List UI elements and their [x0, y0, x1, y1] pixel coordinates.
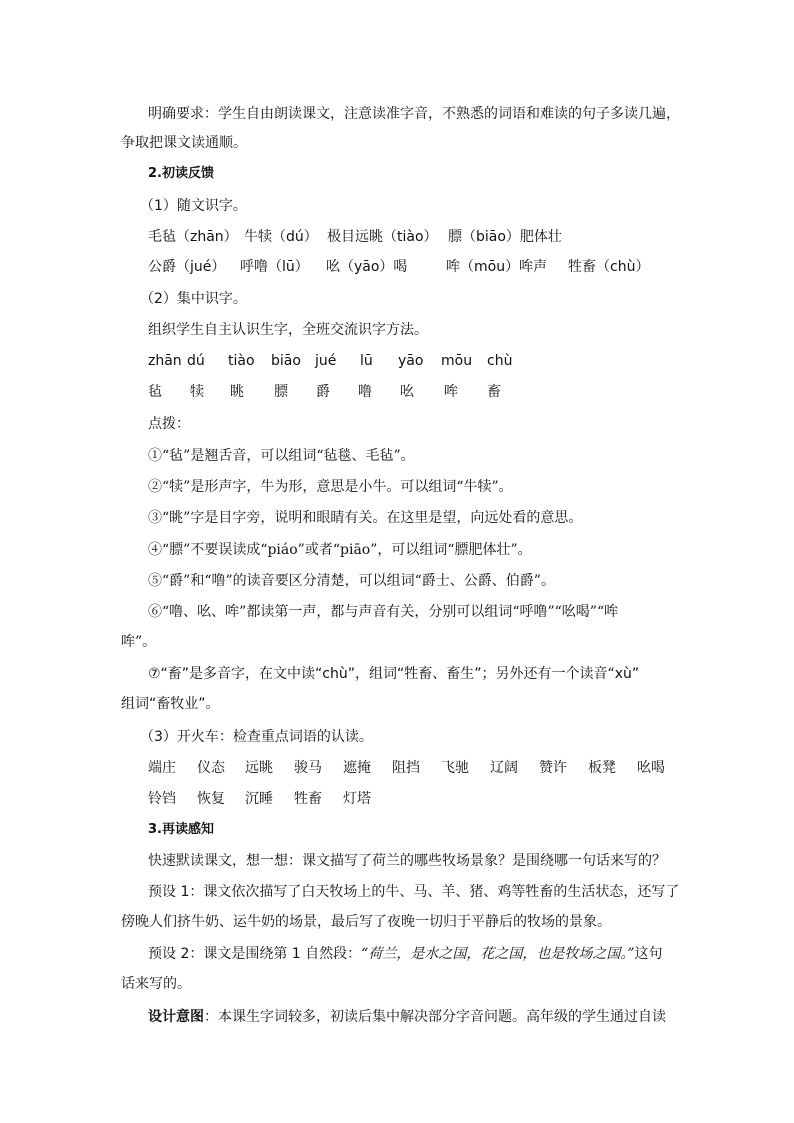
- word-item: 辽阔: [490, 760, 518, 776]
- method-line: 组织学生自主认识生字，全班交流识字方法。: [148, 322, 428, 338]
- pinyin-item: dú: [187, 353, 205, 369]
- word-item: 遮掩: [343, 760, 371, 776]
- pinyin-item: yāo: [398, 353, 424, 369]
- note-5: ⑤“爵”和“噜”的读音要区分清楚，可以组词“爵士、公爵、伯爵”。: [148, 573, 555, 589]
- answer-2-line-2: 话来写的。: [121, 976, 191, 992]
- design-intent-line: [148, 1007, 666, 1027]
- character-item: 畜: [487, 384, 501, 400]
- vocab-item: 极目远眺（tiào）: [327, 229, 438, 245]
- note-6-line-2: 哞”。: [121, 634, 157, 650]
- word-item: 铃铛: [148, 791, 176, 807]
- pinyin-item: tiào: [228, 353, 255, 369]
- sub-heading-1: （1）随文识字。: [140, 198, 247, 214]
- character-item: 眺: [230, 384, 244, 400]
- sub-heading-3: （3）开火车：检查重点词语的认读。: [140, 729, 373, 745]
- note-2: ②“犊”是形声字，牛为形，意思是小牛。可以组词“牛犊”。: [148, 479, 513, 495]
- answer-2-quote: “荷兰，是水之国，花之国，也是牧场之国。”: [361, 946, 635, 962]
- character-item: 爵: [316, 384, 330, 400]
- vocab-item: 吆（yāo）喝: [326, 259, 408, 275]
- character-item: 噜: [358, 384, 372, 400]
- pinyin-item: chù: [487, 353, 513, 369]
- character-item: 吆: [400, 384, 414, 400]
- note-1: ①“毡”是翘舌音，可以组词“毡毯、毛毡”。: [148, 448, 415, 464]
- pinyin-item: mōu: [441, 353, 473, 369]
- section-heading-reread: 3.再读感知: [148, 822, 214, 837]
- note-3: ③“眺”字是目字旁，说明和眼睛有关。在这里是望，向远处看的意思。: [148, 510, 583, 526]
- word-item: 板凳: [588, 760, 616, 776]
- section-heading-first-reading: 2.初读反馈: [148, 166, 214, 181]
- requirement-line-1: 明确要求：学生自由朗读课文，注意读准字音，不熟悉的词语和难读的句子多读几遍，: [148, 106, 680, 122]
- pinyin-item: jué: [315, 353, 337, 369]
- question-line: 快速默读课文，想一想：课文描写了荷兰的哪些牧场景象？是围绕哪一句话来写的？: [148, 853, 666, 869]
- word-item: 阻挡: [392, 760, 420, 776]
- character-item: 犊: [190, 384, 204, 400]
- word-item: 灯塔: [343, 791, 371, 807]
- pinyin-item: lū: [360, 353, 373, 369]
- vocab-item: 呼噜（lū）: [240, 259, 309, 275]
- answer-2-tail: 这句: [634, 946, 663, 962]
- note-7-line-2: 组词“畜牧业”。: [121, 696, 220, 712]
- design-intent-label: 设计意图: [148, 1009, 204, 1025]
- character-item: 膘: [274, 384, 288, 400]
- note-6-line-1: ⑥“噜、吆、哞”都读第一声，都与声音有关，分别可以组词“呼噜”“吆喝”“哞: [148, 604, 619, 620]
- word-item: 牲畜: [294, 791, 322, 807]
- character-item: 毡: [148, 384, 162, 400]
- answer-1-line-1: 预设 1：课文依次描写了白天牧场上的牛、马、羊、猪、鸡等牲畜的生活状态，还写了: [148, 884, 680, 900]
- vocab-item: 膘（biāo）肥体壮: [448, 229, 562, 245]
- word-item: 吆喝: [637, 760, 665, 776]
- word-item: 仪态: [197, 760, 225, 776]
- note-4: ④“膘”不要误读成“piáo”或者“piāo”，可以组词“膘肥体壮”。: [148, 542, 532, 558]
- vocab-item: 哞（mōu）哞声: [446, 259, 548, 275]
- word-item: 恢复: [197, 791, 225, 807]
- character-item: 哞: [444, 384, 458, 400]
- answer-2-lead: 预设 2：课文是围绕第 1 自然段：: [148, 946, 362, 962]
- answer-2-line-1: [148, 944, 663, 964]
- word-item: 赞许: [539, 760, 567, 776]
- answer-1-line-2: 傍晚人们挤牛奶、运牛奶的场景，最后写了夜晚一切归于平静后的牧场的景象。: [121, 914, 611, 930]
- word-item: 飞驰: [441, 760, 469, 776]
- sub-heading-2: （2）集中识字。: [140, 291, 247, 307]
- vocab-item: 公爵（jué）: [148, 259, 226, 275]
- pinyin-item: zhān: [148, 353, 182, 369]
- vocab-item: 牛犊（dú）: [244, 229, 318, 245]
- word-item: 骏马: [294, 760, 322, 776]
- tip-label: 点拨：: [148, 416, 190, 432]
- word-item: 端庄: [148, 760, 176, 776]
- note-7-line-1: ⑦“畜”是多音字，在文中读“chù”，组词“牲畜、畜生”；另外还有一个读音“xù”: [148, 666, 640, 682]
- word-item: 沉睡: [245, 791, 273, 807]
- vocab-item: 毛毡（zhān）: [148, 229, 238, 245]
- design-intent-text: ：本课生字词较多，初读后集中解决部分字音问题。高年级的学生通过自读: [204, 1009, 666, 1025]
- requirement-line-2: 争取把课文读通顺。: [121, 135, 247, 151]
- vocab-item: 牲畜（chù）: [568, 259, 650, 275]
- word-item: 远眺: [245, 760, 273, 776]
- pinyin-item: biāo: [271, 353, 301, 369]
